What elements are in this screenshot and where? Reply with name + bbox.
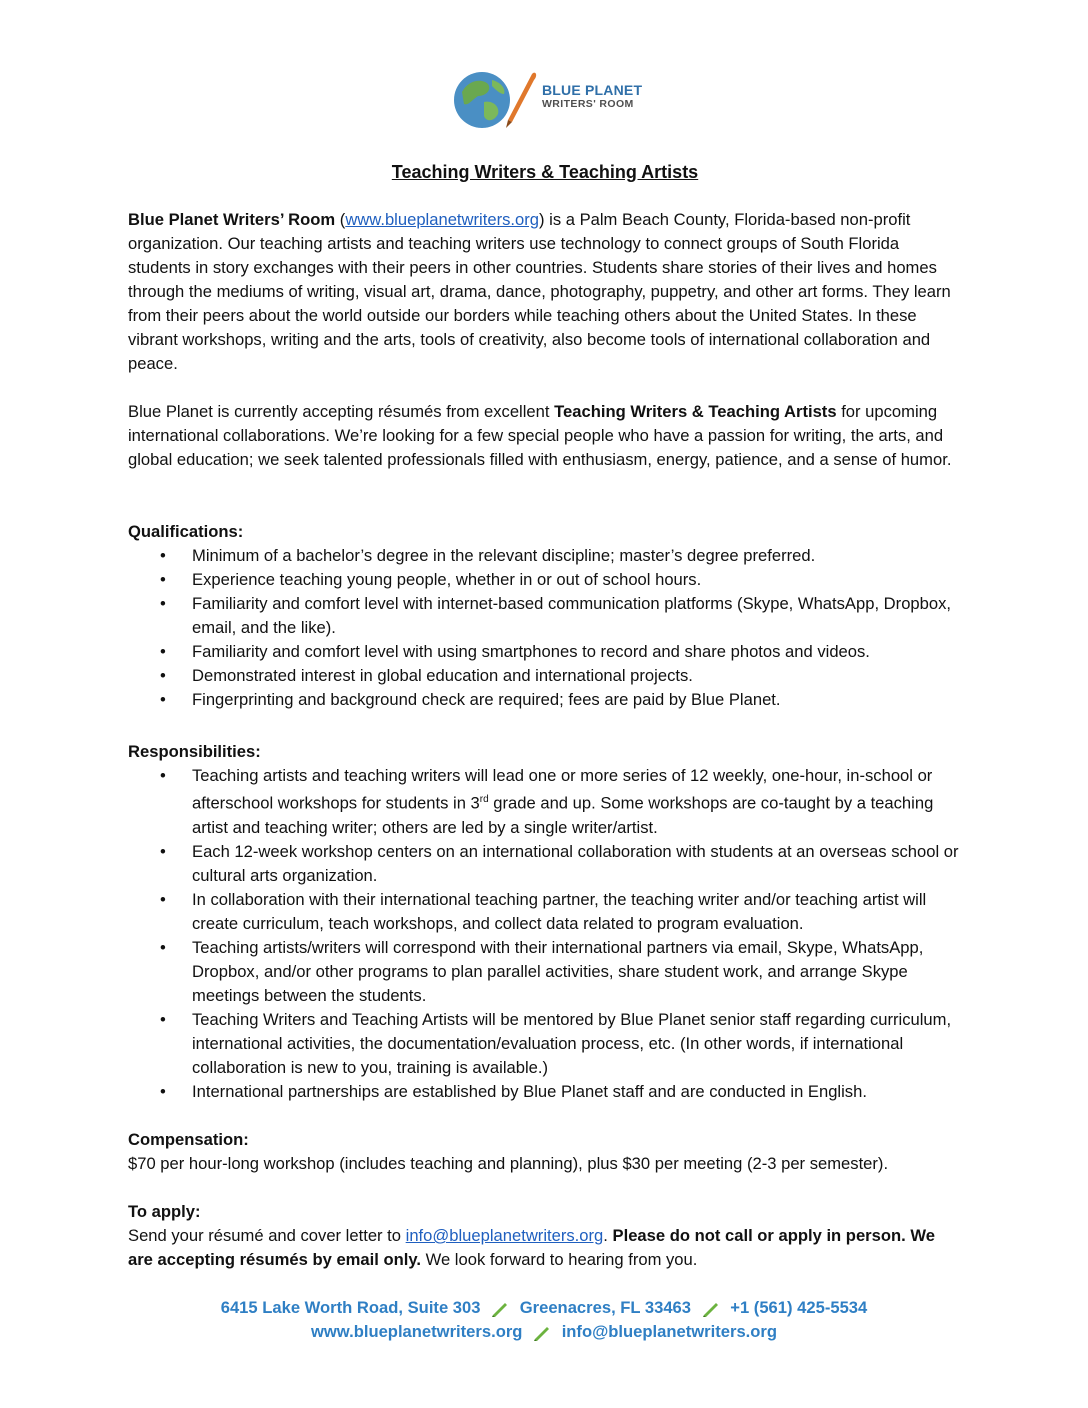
intro-open-paren: ( (335, 210, 346, 229)
intro-rest: ) is a Palm Beach County, Florida-based non-profit organization. Our teaching artists and teaching writers use technology to connect groups of South Florida students in story exchanges with their peers in other countries. Students share stories of their lives and homes through the mediums of writing, visual art, drama, dance, photography, puppetry, and other art forms. They learn from their peers about the world outside our borders while teaching others about the United States. In these vibrant workshops, writing and the arts, tools of creativity, also become tools of international collaboration and peace. (128, 210, 951, 373)
list-item: • Demonstrated interest in global education and international projects. (160, 666, 693, 685)
footer-email[interactable]: info@blueplanetwriters.org (561, 1322, 778, 1341)
logo (448, 66, 648, 132)
qualifications-heading: Qualifications: (128, 522, 244, 541)
page-title: Teaching Writers & Teaching Artists (391, 162, 699, 182)
responsibilities-heading: Responsibilities: (128, 742, 261, 761)
para2-bold: Teaching Writers & Teaching Artists (554, 402, 837, 421)
responsibilities-list (128, 764, 962, 1104)
list-item: • Familiarity and comfort level with using smartphones to record and share photos and videos. (160, 642, 870, 661)
responsibilities-section (128, 740, 962, 1104)
list-item: • Experience teaching young people, whether in or out of school hours. (160, 570, 702, 589)
footer-phone: +1 (561) 425-5534 (730, 1298, 868, 1317)
globe-quill-icon (448, 66, 540, 132)
logo-line-1: BLUE PLANET (542, 82, 643, 98)
list-item: • Teaching artists and teaching writers will lead one or more series of 12 weekly, one-hour, in-school or afterschool workshops for students in 3rd grade and up. Some workshops are co-taught by a teaching artist and teaching writer; others are led by a single writer/artist. (160, 766, 934, 837)
para2-post: for upcoming international collaborations. We’re looking for a few special people who have a passion for writing, the arts, and global education; we seek talented professionals filled with enthusiasm, energy, patience, and a sense of humor. (128, 402, 952, 469)
list-item: • Each 12-week workshop centers on an international collaboration with students at an overseas school or cultural arts organization. (160, 841, 959, 885)
email-link[interactable]: info@blueplanetwriters.org (405, 1226, 604, 1245)
logo-line-2: WRITERS' ROOM (542, 98, 634, 111)
footer-address: 6415 Lake Worth Road, Suite 303 (220, 1298, 481, 1317)
footer-line-1 (0, 1296, 1088, 1320)
website-link[interactable]: www.blueplanetwriters.org (345, 210, 539, 229)
list-item: • Familiarity and comfort level with internet-based communication platforms (Skype, WhatsApp, Dropbox, email, and the like). (160, 594, 952, 637)
qualifications-section (128, 520, 962, 712)
compensation-text: $70 per hour-long workshop (includes teaching and planning), plus $30 per meeting (2-3 per semester). (128, 1154, 889, 1173)
pen-icon (533, 1325, 551, 1341)
pen-icon (702, 1301, 720, 1317)
footer-website[interactable]: www.blueplanetwriters.org (310, 1322, 523, 1341)
compensation-section (128, 1128, 962, 1176)
list-item: • Teaching artists/writers will correspond with their international partners via email, Skype, WhatsApp, Dropbox, and/or other programs to plan parallel activities, share student work, and arrange Skype meetings between the students. (160, 937, 924, 1005)
intro-paragraph (128, 208, 962, 376)
list-item: • Fingerprinting and background check are required; fees are paid by Blue Planet. (160, 690, 781, 709)
org-name: Blue Planet Writers’ Room (128, 210, 336, 229)
footer-line-2 (0, 1320, 1088, 1344)
list-item: • Minimum of a bachelor’s degree in the relevant discipline; master’s degree preferred. (160, 546, 816, 565)
list-item: • Teaching Writers and Teaching Artists will be mentored by Blue Planet senior staff regarding curriculum, international activities, the documentation/evaluation process, etc. (In other words, if international collaboration is new to you, training is available.) (160, 1009, 952, 1077)
accepting-paragraph (128, 400, 962, 472)
para2-pre: Blue Planet is currently accepting résumés from excellent (128, 402, 555, 421)
apply-section (128, 1200, 962, 1272)
compensation-heading: Compensation: (128, 1130, 249, 1149)
list-item: • In collaboration with their international teaching partner, the teaching writer and/or teaching artist will create curriculum, teach workshops, and collect data related to program evaluation. (160, 889, 927, 933)
list-item: • International partnerships are established by Blue Planet staff and are conducted in English. (160, 1081, 867, 1101)
apply-heading: To apply: (128, 1202, 201, 1221)
footer-city: Greenacres, FL 33463 (519, 1298, 692, 1317)
apply-text: Send your résumé and cover letter to info@blueplanetwriters.org. Please do not call or apply in person. We are accepting résumés by email only. We look forward to hearing from you. (128, 1226, 935, 1269)
qualifications-list (128, 544, 962, 712)
pen-icon (491, 1301, 509, 1317)
